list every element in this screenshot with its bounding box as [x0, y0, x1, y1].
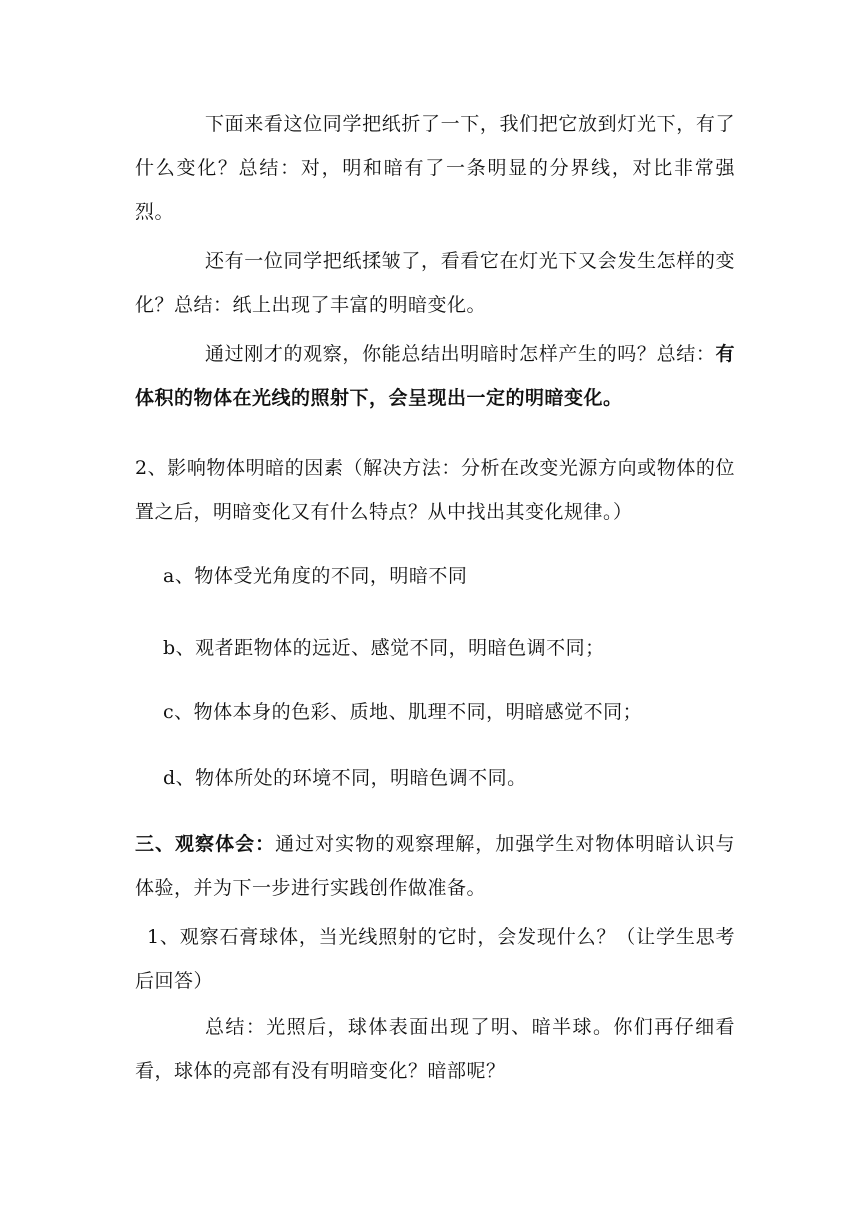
section3-paragraph: [135, 822, 735, 910]
question-1: 1、观察石膏球体，当光线照射的它时，会发现什么？（让学生思考后回答）: [135, 926, 735, 992]
paragraph-crumpled-paper: 还有一位同学把纸揉皱了，看看它在灯光下又会发生怎样的变化？总结：纸上出现了丰富的明暗变化。: [135, 250, 735, 316]
list-item-d: d、物体所处的环境不同，明暗色调不同。: [163, 767, 527, 789]
list-item-a: a、物体受光角度的不同，明暗不同: [163, 565, 468, 587]
paragraph-folded-paper: 下面来看这位同学把纸折了一下，我们把它放到灯光下，有了什么变化？总结：对，明和暗有了一条明显的分界线，对比非常强烈。: [135, 113, 735, 223]
list-item-b: b、观者距物体的远近、感觉不同，明暗色调不同；: [163, 637, 605, 659]
paragraph-factors-heading: 2、影响物体明暗的因素（解决方法：分析在改变光源方向或物体的位置之后，明暗变化又有什么特点？从中找出其变化规律。）: [135, 457, 735, 523]
paragraph-sphere-summary: 总结：光照后，球体表面出现了明、暗半球。你们再仔细看看，球体的亮部有没有明暗变化？暗部呢？: [135, 1016, 735, 1082]
conclusion-bold-text: 有体积的物体在光线的照射下，会呈现出一定的明暗变化。: [135, 343, 735, 409]
section3-text: 通过对实物的观察理解，加强学生对物体明暗认识与体验，并为下一步进行实践创作做准备。: [135, 833, 735, 899]
section3-heading: 三、观察体会：: [135, 833, 276, 855]
paragraph-conclusion: [135, 332, 735, 420]
list-item-c: c、物体本身的色彩、质地、肌理不同，明暗感觉不同；: [163, 701, 643, 723]
conclusion-prefix: 通过刚才的观察，你能总结出明暗时怎样产生的吗？总结：: [205, 343, 716, 365]
